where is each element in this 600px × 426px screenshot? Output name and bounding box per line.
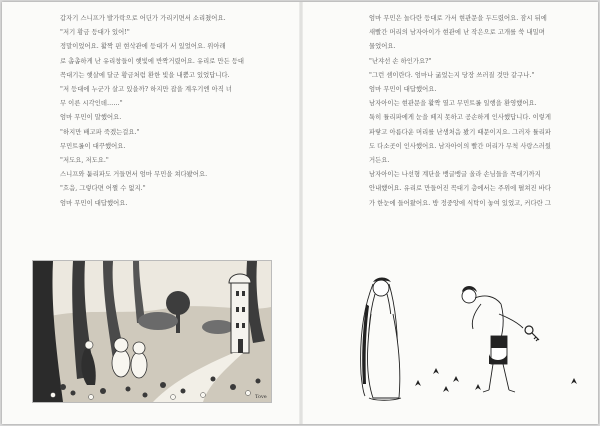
forest-scene-drawing <box>33 261 271 402</box>
text-line: 스니프와 퉅리파도 거들면서 엄마 무민을 쳐다봤어요. <box>60 171 208 179</box>
text-line: 안내했어요. 유리로 만들어진 꼭대기 층에서는 주위에 펼쳐진 바다 <box>369 185 551 193</box>
artist-signature: Tove <box>255 394 267 400</box>
text-line: 엄마 무민은 놀다란 등대로 가서 현관문을 두드렸어요. 잠시 뒤에 <box>369 15 547 22</box>
text-line: "저 등대에 누군가 살고 있을까? 하지만 잡을 계우기엔 아직 너 <box>60 86 233 94</box>
text-line: 무민트롤이 대꾸했어요. <box>60 142 126 150</box>
greeting-scene-drawing <box>303 274 598 404</box>
text-line: 남자아이는 나선형 계단을 뱅글뱅글 올라 손님들을 꼭대기까지 <box>369 171 541 179</box>
left-page <box>2 2 299 424</box>
text-line: 파랗고 아름다운 머리를 난생처음 봤기 때문이지요. 그러자 튤리파 <box>369 128 551 136</box>
text-line: 갑자기 스니프가 발가락으로 어딘가 가리키면서 소리쳤어요. <box>60 15 226 22</box>
text-line: 도 다소곳이 인사했어요. 남자아이의 빨간 머리가 무척 사랑스러웠 <box>369 142 551 150</box>
text-line: 엄마 무민이 대답했어요. <box>369 86 437 94</box>
text-line: 꼭대기는 햇살에 달군 황금처럼 환한 빛을 내뿜고 있었답니다. <box>60 71 230 79</box>
book-spread <box>2 2 598 424</box>
boy-greets-girl-illustration <box>303 274 598 404</box>
forest-lighthouse-illustration <box>32 260 272 403</box>
text-line: "하지만 배고파 죽겠는걸요." <box>60 128 140 136</box>
right-page <box>303 2 598 424</box>
text-line: 물었어요. <box>369 43 396 51</box>
text-line: 새빨간 머리의 남자아이가 현관에 난 작은으로 고개를 쑥 내밀며 <box>369 29 545 37</box>
text-line: 정말이었어요. 활짝 핀 현삭관에 등대가 서 있었어요. 위아래 <box>60 43 226 51</box>
text-line: 가 한눈에 들어왔어요. 방 정중앙에 식탁이 놓여 있었고, 커다란 그 <box>369 199 552 207</box>
text-line: 남자아이는 현관문을 활짝 열고 무민트롤 일행을 환영했어요. <box>369 100 537 108</box>
text-line: "그런 셈이란다. 엄마나 굶었는지 당장 쓰러질 것만 같구나." <box>369 71 535 79</box>
text-line: "흐음, 그렇다면 어쩔 수 없지." <box>60 185 146 193</box>
text-line: "난쟈선 손 하인가요?" <box>369 57 432 65</box>
text-line: 엄마 무민이 대답했어요. <box>60 199 128 207</box>
text-line: 거든요. <box>369 157 390 165</box>
text-line: 엄마 무민이 말했어요. <box>60 114 122 122</box>
text-line: "저도요, 저도요." <box>60 157 109 165</box>
text-line: 무 이른 시각인데……" <box>60 100 123 108</box>
text-line: 로 촘촘하게 난 유리창들이 햇빛에 반짝거렸어요. 유리로 만든 등대 <box>60 57 245 65</box>
left-page-text <box>60 12 266 211</box>
right-page-text <box>369 12 565 211</box>
text-line: "저기 황금 등대가 있어!" <box>60 29 130 37</box>
text-line: 툭히 튤리파에게 눈을 떼지 못하고 공손하게 인사했답니다. 이렇게 <box>369 114 551 122</box>
